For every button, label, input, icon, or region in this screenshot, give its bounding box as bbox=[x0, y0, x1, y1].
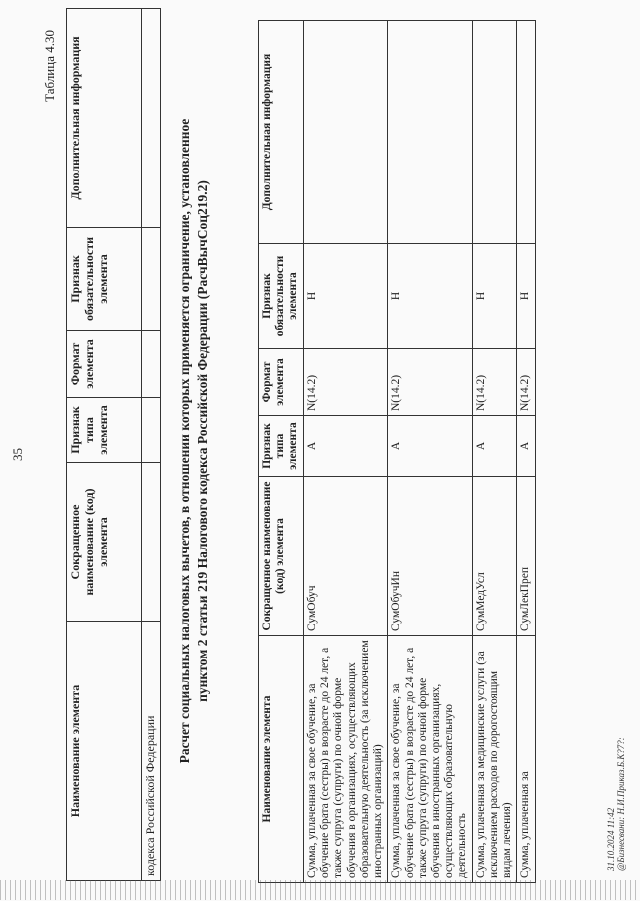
th-name: Наименование элемента bbox=[259, 636, 304, 883]
cell-type: А bbox=[304, 416, 388, 477]
cell-name: Сумма, уплаченная за медицинские услуги (за исключением расходов по дорогостоящим видам лечения) bbox=[472, 636, 517, 883]
cell-format: N(14.2) bbox=[472, 349, 517, 416]
cell-format: N(14.2) bbox=[517, 349, 535, 416]
cell bbox=[142, 463, 161, 622]
cell bbox=[142, 228, 161, 331]
main-table bbox=[258, 20, 536, 883]
th-type: Признак типа элемента bbox=[67, 398, 142, 463]
th-type: Признак типа элемента bbox=[259, 416, 304, 477]
cell-code: СумОбуч bbox=[304, 477, 388, 636]
table-row bbox=[517, 21, 535, 883]
cell-name: Сумма, уплаченная за свое обучение, за обучение брата (сестры) в возрасте до 24 лет, а также супруга (супруги) по очной форме обучения в организациях, осуществляющих образовательную деятельность (за исключением иностранных организаций) bbox=[304, 636, 388, 883]
cell-info bbox=[517, 21, 535, 244]
cell-type: А bbox=[388, 416, 472, 477]
cell bbox=[142, 331, 161, 398]
th-info: Дополнительная информация bbox=[67, 9, 142, 228]
cell-name: Сумма, уплаченная за bbox=[517, 636, 535, 883]
table-label: Таблица 4.30 bbox=[42, 30, 57, 102]
cell-code: СумОбучИн bbox=[388, 477, 472, 636]
table-row bbox=[388, 21, 472, 883]
table-title: Расчет социальных налоговых вычетов, в отношении которых применяется ограничение, установленное пунктом 2 статьи 219 Налогового кодекса Российской Федерации (РасчВычСоц219.2) bbox=[177, 118, 210, 764]
cell-required: Н bbox=[304, 244, 388, 349]
th-required: Признак обязательности элемента bbox=[67, 228, 142, 331]
cell-type: А bbox=[472, 416, 517, 477]
th-format: Формат элемента bbox=[259, 349, 304, 416]
table-row bbox=[304, 21, 388, 883]
cell: кодекса Российской Федерации bbox=[142, 622, 161, 881]
cell-format: N(14.2) bbox=[304, 349, 388, 416]
scan-noise bbox=[0, 880, 640, 900]
cell bbox=[142, 9, 161, 228]
cell-required: Н bbox=[472, 244, 517, 349]
cell bbox=[142, 398, 161, 463]
cell-info bbox=[388, 21, 472, 244]
th-name: Наименование элемента bbox=[67, 622, 142, 881]
th-required: Признак обязательности элемента bbox=[259, 244, 304, 349]
th-info: Дополнительная информация bbox=[259, 21, 304, 244]
stamp-line: @Бизнесвани: Н.И.Приказ.Б.К?7?: bbox=[616, 737, 627, 871]
cell-format: N(14.2) bbox=[388, 349, 472, 416]
th-code: Сокращенное наименование (код) элемента bbox=[259, 477, 304, 636]
cell-type: А bbox=[517, 416, 535, 477]
timestamp-stamp bbox=[606, 737, 627, 871]
cell-required: Н bbox=[388, 244, 472, 349]
table-row bbox=[472, 21, 517, 883]
top-table bbox=[66, 8, 161, 881]
th-code: Сокращенное наименование (код) элемента bbox=[67, 463, 142, 622]
stamp-line: 31.10.2024 11:42 bbox=[606, 807, 616, 871]
cell-code: СумМедУсл bbox=[472, 477, 517, 636]
cell-required: Н bbox=[517, 244, 535, 349]
page-number: 35 bbox=[10, 448, 25, 461]
cell-code: СумЛекПреп bbox=[517, 477, 535, 636]
cell-info bbox=[472, 21, 517, 244]
th-format: Формат элемента bbox=[67, 331, 142, 398]
cell-info bbox=[304, 21, 388, 244]
cell-name: Сумма, уплаченная за свое обучение, за обучение брата (сестры) в возрасте до 24 лет, а также супруга (супруги) по очной форме обучения в иностранных организациях, осуществляющих образовательную деятельность bbox=[388, 636, 472, 883]
